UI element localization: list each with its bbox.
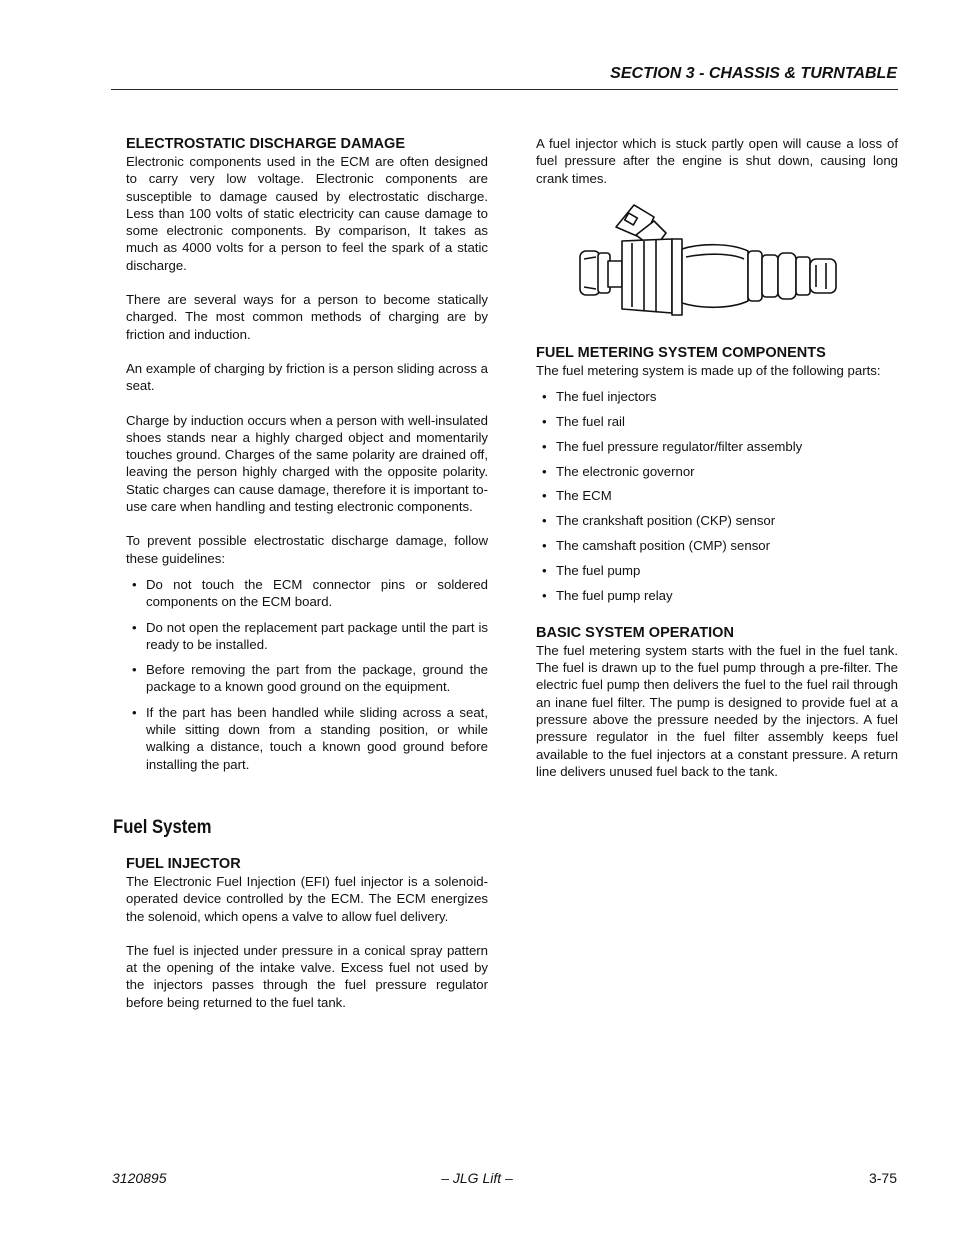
section-title: SECTION 3 - CHASSIS & TURNTABLE: [610, 65, 897, 82]
left-column: [126, 135, 488, 781]
list-item: • The fuel pump relay: [536, 587, 898, 604]
metering-paragraph: The fuel metering system is made up of the following parts:: [536, 362, 881, 378]
list-item: • The ECM: [536, 487, 898, 504]
list-item: • The fuel injectors: [536, 388, 898, 405]
list-item: • The fuel rail: [536, 413, 898, 430]
list-item: • The camshaft position (CMP) sensor: [536, 537, 898, 554]
company-name: – JLG Lift –: [441, 1170, 513, 1186]
esd-heading: ELECTROSTATIC DISCHARGE DAMAGE: [126, 136, 405, 152]
fuel-system-heading: Fuel System: [113, 817, 212, 838]
fuel-injector-heading: FUEL INJECTOR: [126, 856, 241, 872]
fuel-injector-illustration: [536, 191, 898, 321]
list-item: • Do not open the replacement part package until the part is ready to be installed.: [126, 619, 488, 654]
esd-paragraph-3: An example of charging by friction is a person sliding across a seat.: [126, 360, 488, 394]
esd-paragraph-1: Electronic components used in the ECM are often designed to carry very low voltage. Electronic components are susceptible to damage caused by electrostatic discharge. Less than 100 volts of static electricity can cause damage to some electronic components. By comparison, It takes as much as 4000 volts for a person to feel the spark of a static discharge.: [126, 154, 488, 273]
esd-guidelines-list: [126, 576, 488, 773]
list-item: • The crankshaft position (CKP) sensor: [536, 512, 898, 529]
basic-operation-heading: BASIC SYSTEM OPERATION: [536, 624, 734, 641]
list-item: • The fuel pressure regulator/filter assembly: [536, 438, 898, 455]
right-column: [536, 135, 898, 797]
header-divider: [111, 89, 898, 90]
list-item: • If the part has been handled while sliding across a seat, while sitting down from a standing position, or while walking a distance, touch a known good ground before installing the part.: [126, 704, 488, 773]
document-number: 3120895: [112, 1170, 167, 1186]
list-item: • Do not touch the ECM connector pins or soldered components on the ECM board.: [126, 576, 488, 611]
injector-paragraph-1: The Electronic Fuel Injection (EFI) fuel injector is a solenoid-operated device controlled by the ECM. The ECM energizes the solenoid, which opens a valve to allow fuel delivery.: [126, 874, 488, 924]
esd-paragraph-4: Charge by induction occurs when a person with well-insulated shoes stands near a highly charged object and momentarily touches ground. Charges of the same polarity are drained off, leaving the person highly charged with the opposite polarity. Static charges can cause damage, therefore it is important to-use care when handling and testing electronic components.: [126, 412, 488, 515]
left-column-lower: [126, 855, 488, 1028]
esd-paragraph-2: There are several ways for a person to become statically charged. The most common methods of charging are by friction and induction.: [126, 292, 488, 342]
esd-paragraph-5: To prevent possible electrostatic discharge damage, follow these guidelines:: [126, 533, 488, 566]
fuel-metering-heading: FUEL METERING SYSTEM COMPONENTS: [536, 344, 826, 361]
list-item: • The fuel pump: [536, 562, 898, 579]
stuck-injector-paragraph: A fuel injector which is stuck partly open will cause a loss of fuel pressure after the engine is shut down, causing long crank times.: [536, 136, 898, 186]
list-item: • Before removing the part from the package, ground the package to a known good ground on the equipment.: [126, 661, 488, 696]
basic-operation-paragraph: The fuel metering system starts with the fuel in the fuel tank. The fuel is drawn up to the fuel pump through a pre-filter. The electric fuel pump then delivers the fuel to the fuel rail through an inane fuel filter. The pump is designed to provide fuel at a pressure above the pressure needed by the injectors. A fuel pressure regulator in the fuel filter assembly keeps fuel available to the fuel injectors at a constant pressure. A return line delivers unused fuel back to the tank.: [536, 642, 898, 779]
metering-parts-list: [536, 388, 898, 604]
list-item: • The electronic governor: [536, 463, 898, 480]
injector-paragraph-2: The fuel is injected under pressure in a conical spray pattern at the opening of the intake valve. Excess fuel not used by the injectors passes through the fuel pressure regulator before being returned to the fuel tank.: [126, 942, 488, 1010]
page-number: 3-75: [868, 1170, 897, 1186]
